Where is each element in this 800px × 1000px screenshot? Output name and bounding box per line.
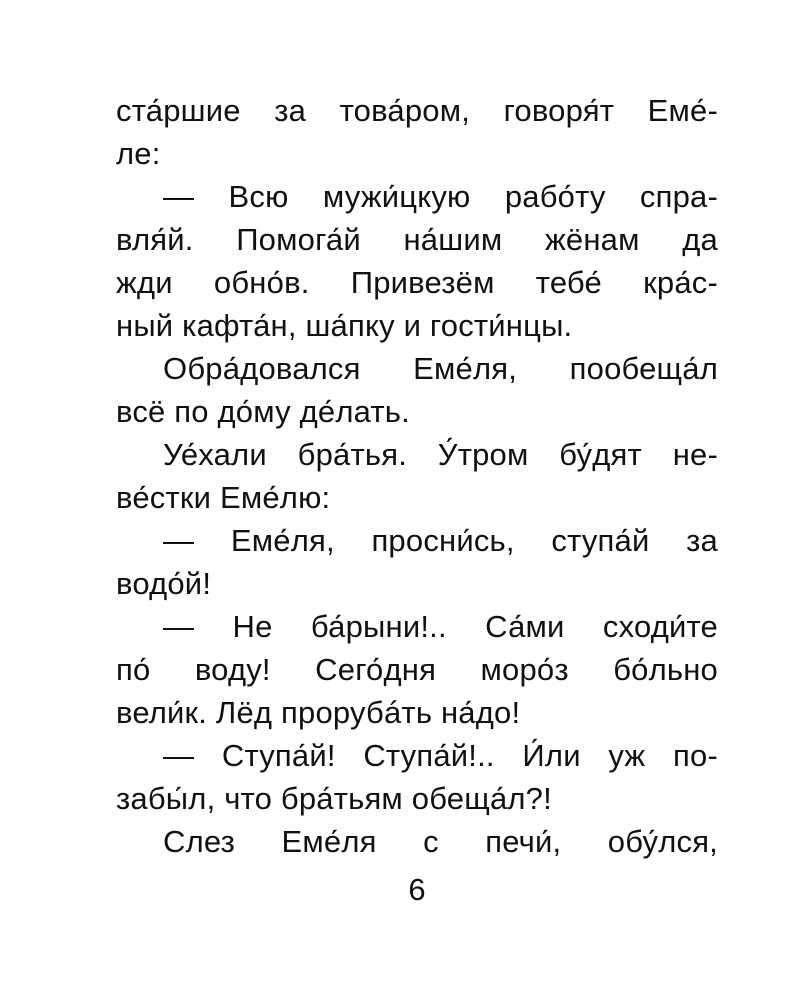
- text-line: Слез Еме́ля с печи́, обу́лся,: [163, 824, 718, 859]
- text-line: жди обно́в. Привезём тебе́ кра́с-: [116, 265, 718, 300]
- text-line: по́ воду! Сего́дня моро́з бо́льно: [116, 652, 718, 687]
- text-line: вели́к. Лёд прорубáть на́до!: [116, 695, 521, 730]
- text-line: ве́стки Еме́лю:: [116, 480, 331, 515]
- text-line: вля́й. Помога́й на́шим жёнам да: [116, 222, 718, 257]
- text-line: — Еме́ля, просни́сь, ступа́й за: [163, 523, 718, 558]
- text-line: водо́й!: [116, 566, 212, 601]
- page-number: 6: [408, 872, 426, 907]
- text-line: ста́ршие за това́ром, говоря́т Еме́-: [116, 93, 718, 128]
- text-line: всё по до́му де́лать.: [116, 394, 410, 429]
- text-line: ле:: [116, 136, 161, 171]
- page-text: [116, 89, 718, 863]
- text-line: Уе́хали бра́тья. У́тром бу́дят не-: [163, 437, 718, 472]
- text-line: Обра́довался Еме́ля, пообеща́л: [163, 351, 718, 386]
- text-line: забы́л, что бра́тьям обеща́л?!: [116, 781, 552, 816]
- text-line: — Ступа́й! Ступа́й!.. И́ли уж по-: [163, 738, 718, 773]
- text-line: ный кафта́н, ша́пку и гости́нцы.: [116, 308, 573, 343]
- text-line: — Не ба́рыни!.. Са́ми сходи́те: [163, 609, 718, 644]
- text-line: — Всю мужи́цкую рабо́ту спра-: [163, 179, 718, 214]
